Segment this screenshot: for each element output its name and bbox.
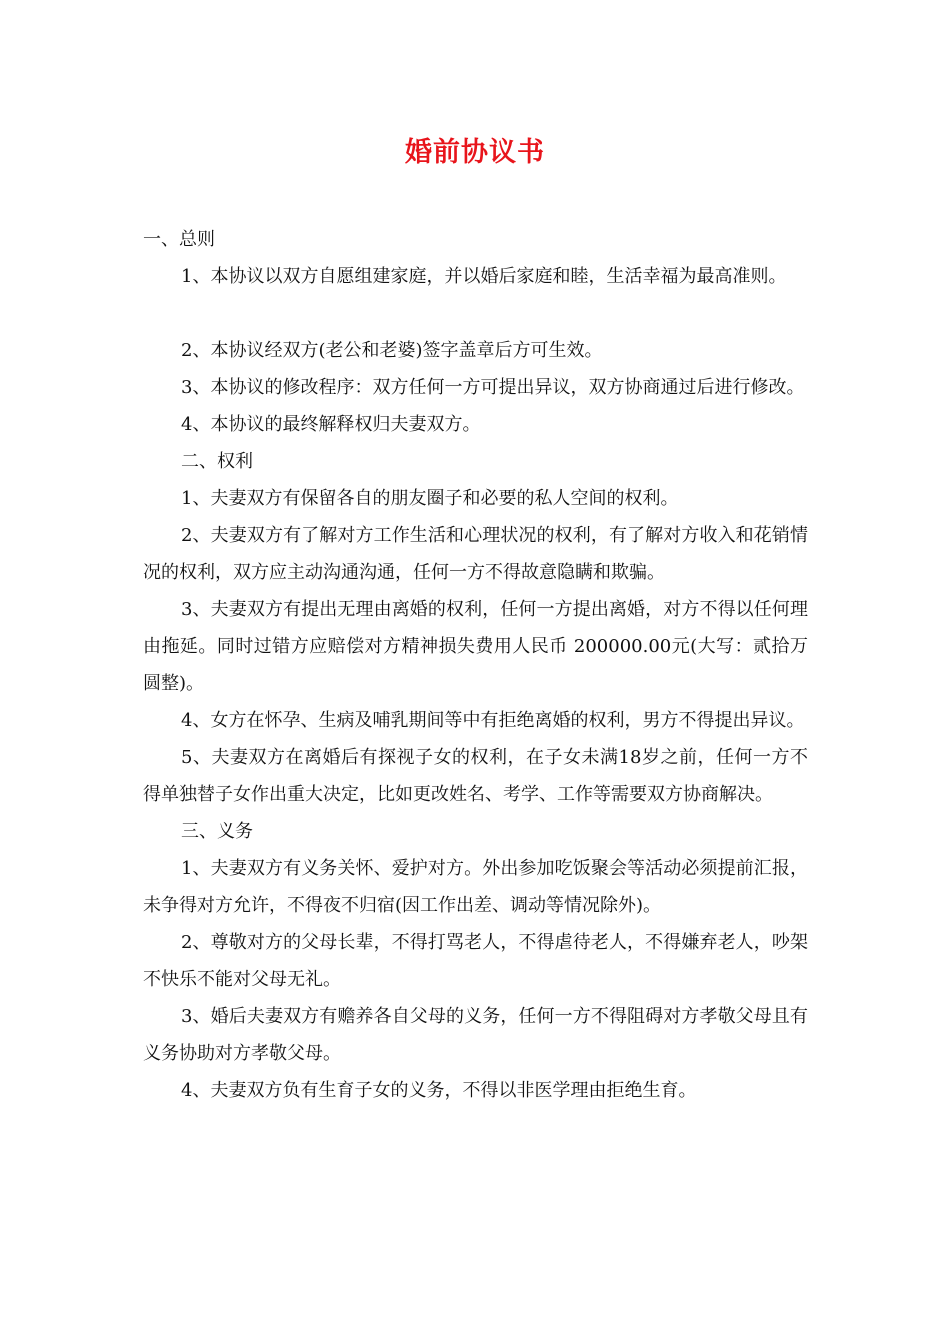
obligations-clause-2: 2、尊敬对方的父母长辈，不得打骂老人，不得虐待老人，不得嫌弃老人，吵架不快乐不能对父母无礼。 <box>143 932 808 990</box>
document-title: 婚前协议书 <box>405 137 545 168</box>
rights-clause-3: 3、夫妻双方有提出无理由离婚的权利，任何一方提出离婚，对方不得以任何理由拖延。同时过错方应赔偿对方精神损失费用人民币 200000.00元(大写：贰拾万圆整)。 <box>143 599 808 694</box>
rights-clause-4: 4、女方在怀孕、生病及哺乳期间等中有拒绝离婚的权利，男方不得提出异议。 <box>181 710 805 731</box>
section-heading-obligations: 三、义务 <box>181 821 253 842</box>
rights-clause-2: 2、夫妻双方有了解对方工作生活和心理状况的权利，有了解对方收入和花销情况的权利，双方应主动沟通沟通，任何一方不得故意隐瞒和欺骗。 <box>143 525 808 583</box>
section-heading-general: 一、总则 <box>143 229 215 250</box>
general-clause-1: 1、本协议以双方自愿组建家庭，并以婚后家庭和睦，生活幸福为最高准则。 <box>181 266 787 287</box>
general-clause-3: 3、本协议的修改程序：双方任何一方可提出异议，双方协商通过后进行修改。 <box>181 377 805 398</box>
general-clause-4: 4、本协议的最终解释权归夫妻双方。 <box>181 414 481 435</box>
rights-clause-5: 5、夫妻双方在离婚后有探视子女的权利，在子女未满18岁之前，任何一方不得单独替子女作出重大决定，比如更改姓名、考学、工作等需要双方协商解决。 <box>143 747 808 805</box>
obligations-clause-1: 1、夫妻双方有义务关怀、爱护对方。外出参加吃饭聚会等活动必须提前汇报，未争得对方允许，不得夜不归宿(因工作出差、调动等情况除外)。 <box>143 858 808 916</box>
obligations-clause-4: 4、夫妻双方负有生育子女的义务，不得以非医学理由拒绝生育。 <box>181 1080 697 1101</box>
document-body <box>143 221 808 1109</box>
obligations-clause-3: 3、婚后夫妻双方有赡养各自父母的义务，任何一方不得阻碍对方孝敬父母且有义务协助对方孝敬父母。 <box>143 1006 808 1064</box>
general-clause-2: 2、本协议经双方(老公和老婆)签字盖章后方可生效。 <box>181 340 603 361</box>
section-heading-rights: 二、权利 <box>181 451 253 472</box>
blank-line <box>143 295 808 332</box>
rights-clause-1: 1、夫妻双方有保留各自的朋友圈子和必要的私人空间的权利。 <box>181 488 679 509</box>
